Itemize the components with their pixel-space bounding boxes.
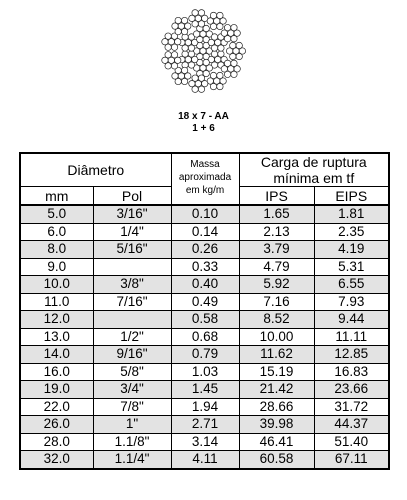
cell-mm: 10.0 <box>20 276 93 294</box>
cell-mm: 14.0 <box>20 346 93 364</box>
cell-massa: 2.71 <box>171 416 239 434</box>
header-pol: Pol <box>93 187 171 206</box>
cell-eips: 23.66 <box>314 381 389 399</box>
cell-eips: 67.11 <box>314 451 389 469</box>
cell-mm: 32.0 <box>20 451 93 469</box>
cell-massa: 3.14 <box>171 433 239 451</box>
cell-mm: 9.0 <box>20 258 93 276</box>
rope-construction-label: 18 x 7 - AA <box>178 111 229 122</box>
cell-ips: 2.13 <box>239 223 314 241</box>
cell-ips: 21.42 <box>239 381 314 399</box>
header-diametro: Diâmetro <box>20 153 171 187</box>
outer-strand <box>172 67 191 84</box>
cell-ips: 28.66 <box>239 398 314 416</box>
table-row <box>20 293 389 311</box>
cell-massa: 1.03 <box>171 363 239 381</box>
outer-strand <box>162 52 181 69</box>
outer-strand <box>207 12 226 29</box>
cell-ips: 4.79 <box>239 258 314 276</box>
header-eips: EIPS <box>314 187 389 206</box>
cell-ips: 7.16 <box>239 293 314 311</box>
table-row <box>20 241 389 259</box>
cell-ips: 3.79 <box>239 241 314 259</box>
table-row <box>20 205 389 223</box>
table-row <box>20 276 389 294</box>
table-row <box>20 451 389 469</box>
cell-mm: 26.0 <box>20 416 93 434</box>
cell-eips: 51.40 <box>314 433 389 451</box>
cell-pol: 3/8" <box>93 276 171 294</box>
wire-rope-cross-section-diagram <box>158 6 248 96</box>
cell-mm: 12.0 <box>20 311 93 329</box>
cell-mm: 6.0 <box>20 223 93 241</box>
cell-mm: 28.0 <box>20 433 93 451</box>
outer-strand <box>162 33 181 50</box>
cell-eips: 5.31 <box>314 258 389 276</box>
cell-pol: 1.1/4" <box>93 451 171 469</box>
cell-massa: 0.79 <box>171 346 239 364</box>
cell-massa: 0.14 <box>171 223 239 241</box>
cell-mm: 13.0 <box>20 328 93 346</box>
outer-strand <box>207 72 226 89</box>
table-row <box>20 433 389 451</box>
table-row <box>20 223 389 241</box>
cell-pol <box>93 258 171 276</box>
cell-eips: 9.44 <box>314 311 389 329</box>
rope-spec-table <box>19 152 390 470</box>
cell-ips: 5.92 <box>239 276 314 294</box>
cell-eips: 2.35 <box>314 223 389 241</box>
cell-mm: 22.0 <box>20 398 93 416</box>
cell-massa: 0.10 <box>171 205 239 223</box>
cell-eips: 11.11 <box>314 328 389 346</box>
cell-massa: 0.58 <box>171 311 239 329</box>
header-massa: Massa aproximada em kg/m <box>171 153 239 205</box>
cell-massa: 0.68 <box>171 328 239 346</box>
table-row <box>20 398 389 416</box>
outer-strand <box>172 17 191 34</box>
cell-eips: 1.81 <box>314 205 389 223</box>
rope-core-label: 1 + 6 <box>192 123 215 134</box>
cell-eips: 6.55 <box>314 276 389 294</box>
cell-mm: 19.0 <box>20 381 93 399</box>
cell-pol: 1/2" <box>93 328 171 346</box>
table-row <box>20 381 389 399</box>
cell-pol: 3/16" <box>93 205 171 223</box>
table-row <box>20 328 389 346</box>
cell-massa: 1.94 <box>171 398 239 416</box>
cell-mm: 8.0 <box>20 241 93 259</box>
cell-pol: 7/8" <box>93 398 171 416</box>
cell-ips: 46.41 <box>239 433 314 451</box>
table-row <box>20 346 389 364</box>
table-row <box>20 311 389 329</box>
cell-eips: 31.72 <box>314 398 389 416</box>
cell-mm: 5.0 <box>20 205 93 223</box>
cell-eips: 44.37 <box>314 416 389 434</box>
cell-ips: 8.52 <box>239 311 314 329</box>
cell-mm: 16.0 <box>20 363 93 381</box>
cell-massa: 0.33 <box>171 258 239 276</box>
cell-pol: 1" <box>93 416 171 434</box>
cell-massa: 0.26 <box>171 241 239 259</box>
header-carga: Carga de ruptura mínima em tf <box>239 153 389 187</box>
cell-eips: 12.85 <box>314 346 389 364</box>
outer-strand <box>189 10 208 27</box>
table-row <box>20 416 389 434</box>
table-row <box>20 363 389 381</box>
cell-pol: 5/16" <box>93 241 171 259</box>
cell-pol <box>93 311 171 329</box>
cell-massa: 4.11 <box>171 451 239 469</box>
cell-ips: 60.58 <box>239 451 314 469</box>
cell-ips: 11.62 <box>239 346 314 364</box>
cell-ips: 15.19 <box>239 363 314 381</box>
cell-pol: 1.1/8" <box>93 433 171 451</box>
cell-pol: 7/16" <box>93 293 171 311</box>
header-mm: mm <box>20 187 93 206</box>
cell-massa: 0.40 <box>171 276 239 294</box>
cell-mm: 11.0 <box>20 293 93 311</box>
outer-strand <box>226 42 245 59</box>
cell-ips: 39.98 <box>239 416 314 434</box>
cell-eips: 7.93 <box>314 293 389 311</box>
cell-ips: 10.00 <box>239 328 314 346</box>
cell-pol: 5/8" <box>93 363 171 381</box>
cell-massa: 1.45 <box>171 381 239 399</box>
cell-eips: 4.19 <box>314 241 389 259</box>
cell-ips: 1.65 <box>239 205 314 223</box>
cell-pol: 3/4" <box>93 381 171 399</box>
cell-massa: 0.49 <box>171 293 239 311</box>
cell-pol: 9/16" <box>93 346 171 364</box>
outer-strand <box>189 75 208 92</box>
header-ips: IPS <box>239 187 314 206</box>
cell-pol: 1/4" <box>93 223 171 241</box>
cell-eips: 16.83 <box>314 363 389 381</box>
table-row <box>20 258 389 276</box>
